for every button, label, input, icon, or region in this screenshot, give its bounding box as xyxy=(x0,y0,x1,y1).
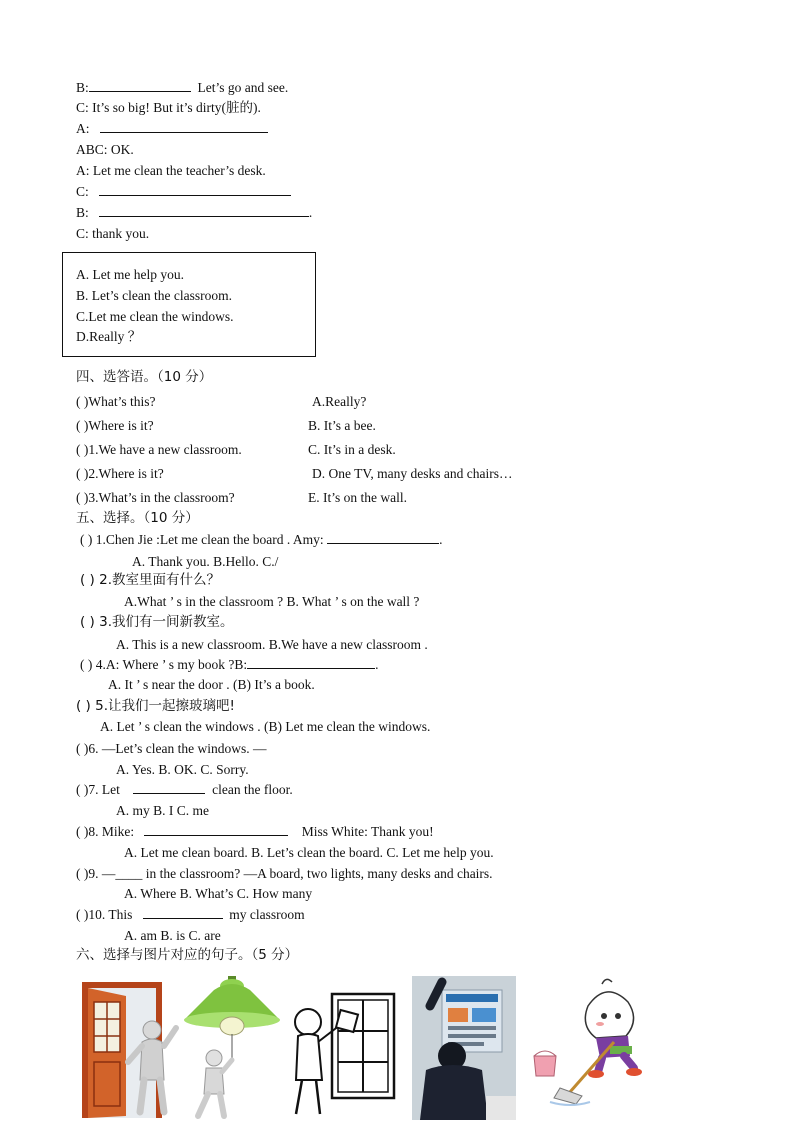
s5-q4 xyxy=(80,656,378,674)
speaker-a: A: xyxy=(76,121,90,136)
question-text: ( )10. This xyxy=(76,907,133,922)
answer-blank[interactable] xyxy=(99,204,309,217)
s5-q3: ( ) 3.我们有一间新教室。 xyxy=(80,614,234,630)
window-picture xyxy=(288,976,396,1120)
answer-blank[interactable] xyxy=(133,781,205,794)
speaker-c: C: xyxy=(76,184,89,199)
question-text: ( ) 1.Chen Jie :Let me clean the board . Amy: xyxy=(80,532,324,547)
period: . xyxy=(439,532,443,547)
s5-q6-options: A. Yes. B. OK. C. Sorry. xyxy=(116,762,249,777)
period: . xyxy=(375,657,379,672)
question-text-end: my classroom xyxy=(229,907,305,922)
s5-q7-options: A. my B. I C. me xyxy=(116,803,209,818)
dialogue-line-5: A: Let me clean the teacher’s desk. xyxy=(76,163,266,178)
section-5-heading: 五、选择。（10 分） xyxy=(76,510,199,526)
question-text: ( )7. Let xyxy=(76,782,120,797)
s5-q9-options: A. Where B. What’s C. How many xyxy=(124,886,313,901)
s4-answer: B. It’s a bee. xyxy=(308,418,376,433)
answer-blank[interactable] xyxy=(99,183,291,196)
question-text: ( )8. Mike: xyxy=(76,824,135,839)
s5-q9: ( )9. —____ in the classroom? —A board, two lights, many desks and chairs. xyxy=(76,866,493,881)
s4-question: ( )2.Where is it? xyxy=(76,466,164,481)
dialogue-line-8: C: thank you. xyxy=(76,226,150,241)
question-text: ( ) 4.A: Where ’ s my book ?B: xyxy=(80,657,248,672)
lamp-picture xyxy=(184,976,282,1120)
dialogue-line-6 xyxy=(76,183,291,201)
dialogue-line-2: C: It’s so big! But it’s dirty(脏的). xyxy=(76,100,261,115)
question-text-end: clean the floor. xyxy=(212,782,293,797)
s4-answer: E. It’s on the wall. xyxy=(308,490,407,505)
door-picture xyxy=(80,976,180,1120)
option-d: D.Really ？ xyxy=(76,329,142,344)
s5-q3-options: A. This is a new classroom. B.We have a new classroom . xyxy=(116,637,428,652)
figure-head xyxy=(295,1009,321,1035)
dialogue-line-7 xyxy=(76,204,312,222)
dialogue-line-1 xyxy=(76,79,288,97)
s5-q6: ( )6. —Let’s clean the windows. — xyxy=(76,741,267,756)
section-4-heading: 四、选答语。（10 分） xyxy=(76,369,213,385)
cloth-icon xyxy=(336,1010,358,1032)
option-b: B. Let’s clean the classroom. xyxy=(76,288,232,303)
s4-answer: C. It’s in a desk. xyxy=(308,442,396,457)
bucket-icon xyxy=(534,1056,556,1076)
answer-blank[interactable] xyxy=(143,906,223,919)
s4-question: ( )1.We have a new classroom. xyxy=(76,442,242,457)
dumpling-head xyxy=(585,992,633,1038)
speaker-b: B: xyxy=(76,205,89,220)
s5-q4-options: A. It ’ s near the door . (B) It’s a book. xyxy=(108,677,315,692)
answer-blank[interactable] xyxy=(327,531,439,544)
mop-handle xyxy=(570,1042,614,1092)
s5-q5: ( ) 5.让我们一起擦玻璃吧! xyxy=(76,698,235,714)
mop-head xyxy=(554,1088,582,1104)
dialogue-line-3 xyxy=(76,120,268,138)
mop-picture xyxy=(530,976,656,1120)
section-6-heading: 六、选择与图片对应的句子。（5 分） xyxy=(76,947,299,963)
s4-answer: A.Really? xyxy=(312,394,367,409)
s5-q8-options: A. Let me clean board. B. Let’s clean the board. C. Let me help you. xyxy=(124,845,494,860)
answer-blank[interactable] xyxy=(247,656,375,669)
s4-question: ( )3.What’s in the classroom? xyxy=(76,490,235,505)
poster-picture xyxy=(412,976,516,1120)
boy-body xyxy=(420,1065,488,1120)
s4-question: ( )What’s this? xyxy=(76,394,156,409)
question-text-end: Miss White: Thank you! xyxy=(301,824,434,839)
s5-q7 xyxy=(76,781,293,799)
s5-q5-options: A. Let ’ s clean the windows . (B) Let me clean the windows. xyxy=(100,719,431,734)
s4-answer: D. One TV, many desks and chairs… xyxy=(312,466,513,481)
s5-q10 xyxy=(76,906,305,924)
answer-blank[interactable] xyxy=(144,823,288,836)
s5-q1 xyxy=(80,531,442,549)
option-a: A. Let me help you. xyxy=(76,267,184,282)
s5-q2-options: A.What ’ s in the classroom ? B. What ’ s on the wall ? xyxy=(124,594,420,609)
speaker-b: B: xyxy=(76,80,89,95)
dialogue-line-4: ABC: OK. xyxy=(76,142,134,157)
s5-q2: ( ) 2.教室里面有什么？ xyxy=(80,572,220,588)
s5-q10-options: A. am B. is C. are xyxy=(124,928,221,943)
figure-head xyxy=(143,1021,161,1039)
answer-blank[interactable] xyxy=(89,79,191,92)
answer-blank[interactable] xyxy=(100,120,268,133)
figure-head xyxy=(206,1050,222,1066)
s5-q8 xyxy=(76,823,434,841)
s4-question: ( )Where is it? xyxy=(76,418,154,433)
dialogue-text: Let’s go and see. xyxy=(197,80,289,95)
period: . xyxy=(308,205,313,220)
option-c: C.Let me clean the windows. xyxy=(76,309,234,324)
s5-q1-options: A. Thank you. B.Hello. C./ xyxy=(132,554,279,569)
